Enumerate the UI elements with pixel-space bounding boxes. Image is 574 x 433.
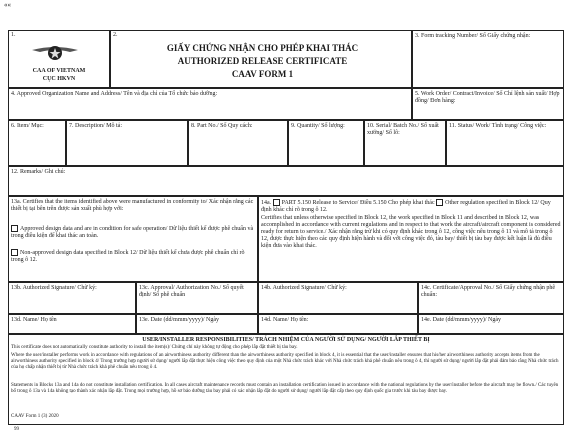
title-vn: GIẤY CHỨNG NHẬN CHO PHÉP KHAI THÁC xyxy=(166,43,359,53)
other-regulation-checkbox[interactable] xyxy=(436,199,443,206)
box12 xyxy=(8,166,564,196)
responsibilities-p1: This certificate does not automatically constitute authority to install the item(s)/ Chứng chỉ này không tự động cho phép lắp đặt thiết bị tàu bay. xyxy=(11,345,298,350)
non-approved-design-checkbox[interactable] xyxy=(11,249,18,256)
box9-label: 9. Quantity/ Số lượng: xyxy=(291,123,345,129)
approved-design-checkbox[interactable] xyxy=(11,225,18,232)
form-footer: CAAV Form 1 (3) 2020 xyxy=(11,414,59,419)
caa-line2: CỤC HKVN xyxy=(42,76,76,82)
box14a-options[interactable] xyxy=(261,199,561,214)
box12-label: 12. Remarks/ Ghi chú: xyxy=(11,169,66,175)
title-form: CAAV FORM 1 xyxy=(231,69,294,79)
responsibilities-title: USER/INSTALLER RESPONSIBILITIES/ TRÁCH NHIỆM CỦA NGƯỜI SỬ DỤNG/ NGƯỜI LẮP THIẾT BỊ xyxy=(142,337,430,343)
part-release-checkbox[interactable] xyxy=(273,199,280,206)
box14e-label: 14e. Date (dd/mmm/yyyy)/ Ngày xyxy=(421,317,501,323)
other-regulation-label: Other regulation specified in Block 12/ Quy định khác chỉ rõ trong ô 12. xyxy=(261,199,551,213)
box13e-label: 13e. Date (dd/mmm/yyyy)/ Ngày xyxy=(139,317,219,323)
part-release-label: PART 5.150 Release to Service/ Điều 5.150 Cho phép khai thác xyxy=(281,199,435,206)
box11-label: 11. Status/ Work/ Tình trạng/ Công việc: xyxy=(449,123,547,129)
responsibilities-p3: Statements in Blocks 13a and 14a do not constitute installation certification. In all cases aircraft maintenance records must contain an installation certification issued in accordance with the national regulations by the user/installer before the aircraft may be flown./ Các tuyên bố trong ô 13a và 14a không tạo thành xác nhận lắp đặt. Trong mọi trường hợp, hồ sơ bảo dưỡng tàu bay phải có xác nhận lắp đặt do người sử dụng/ người lắp đặt cấp theo quy định quốc gia trước khi tàu bay được bay. xyxy=(11,383,559,394)
box6-label: 6. Item/ Mục: xyxy=(11,123,44,129)
box3-label: 3. Form tracking Number/ Số Giấy chứng nhận: xyxy=(415,33,531,39)
responsibilities-p2: Where the user/installer performs work in accordance with regulations of an airworthiness authority different than the airworthiness authority specified in block 4, it is essential that the user/installer ensures that his/her airworthiness authority accepts items from the airworthiness authority specified in block 4/ Trong trường hợp người sử dụng/ người lắp đặt thực hiện công việc theo quy định của một Nhà chức trách khác với Nhà chức trách khả phê chuẩn nêu trong ô 4, thì người sử dụng/ người lắp đặt phải đảm bảo rằng Nhà chức trách của họ chấp nhận thiết bị từ Nhà chức trách khả phê chuẩn nêu trong ô 4. xyxy=(11,353,559,370)
box10-label: 10. Serial/ Batch No./ Số xuất xưởng/ Số lô: xyxy=(367,123,439,136)
title-en: AUTHORIZED RELEASE CERTIFICATE xyxy=(177,56,348,66)
approved-design-label: Approved design data and are in condition for safe operation/ Dữ liệu thiết kế được phê chuẩn và trong điều kiện để khai thác an toàn. xyxy=(11,225,254,239)
box13c-label: 13c. Approval/ Authorization No./ Số quyết định/ Số phê chuẩn xyxy=(139,285,244,298)
caa-line1: CAA OF VIETNAM xyxy=(32,68,86,74)
option-non-approved-design[interactable] xyxy=(11,249,255,264)
option-approved-design[interactable] xyxy=(11,225,255,240)
box13b-label: 13b. Authorized Signature/ Chữ ký: xyxy=(11,285,97,291)
box13d-label: 13d. Name/ Họ tên xyxy=(11,317,57,323)
box4-label: 4. Approved Organization Name and Address/ Tên và địa chỉ của Tổ chức bảo dưỡng: xyxy=(11,91,218,97)
non-approved-design-label: Non-approved design data specified in Block 12/ Dữ liệu thiết kế chưa được phê chuẩn chỉ rõ trong ô 12. xyxy=(11,249,245,263)
box14c-label: 14c. Certificate/Approval No./ Số Giấy chứng nhận phê chuẩn: xyxy=(421,285,556,298)
box8-label: 8. Part No./ Số Quy cách: xyxy=(191,123,253,129)
box2-number: 2. xyxy=(113,32,118,38)
corner-mark: «« xyxy=(4,1,11,9)
box5-label: 5. Work Order/ Contract/Invoice/ Số Chỉ lệnh sản xuất/ Hợp đồng/ Đơn hàng: xyxy=(415,91,560,104)
page-mark: 99 xyxy=(14,427,19,432)
box14a-number: 14a. xyxy=(261,199,272,206)
box14a-certifies: Certifies that unless otherwise specified in Block 12, the work specified in Block 11 and described in Block 12, was accomplished in accordance with current regulations and in respect to that work the aircraft/aircraft component is considered ready for return to service./ Xác nhận rằng trừ khi có quy định khác trong ô 12, công việc nêu trong ô 11 và mô tả trong ô 12, được thực hiện theo các quy định hiện hành và đối với công việc đó, tàu bay/ thiết bị tàu bay được kết luận là đủ điều kiện đưa vào khai thác. xyxy=(261,215,561,249)
box1-number: 1. xyxy=(11,32,16,38)
box13a-text: 13a. Certifies that the items identified above were manufactured in conformity to/ Xác nhận rằng các thiết bị tại bên trên được sản xuất phù hợp với: xyxy=(11,199,254,212)
box14d-label: 14d. Name/ Họ tên: xyxy=(261,317,309,323)
box7-label: 7. Description/ Mô tả: xyxy=(69,123,122,129)
box14b-label: 14b. Authorized Signature/ Chữ ký: xyxy=(261,285,347,291)
caav-logo-icon xyxy=(30,40,80,64)
